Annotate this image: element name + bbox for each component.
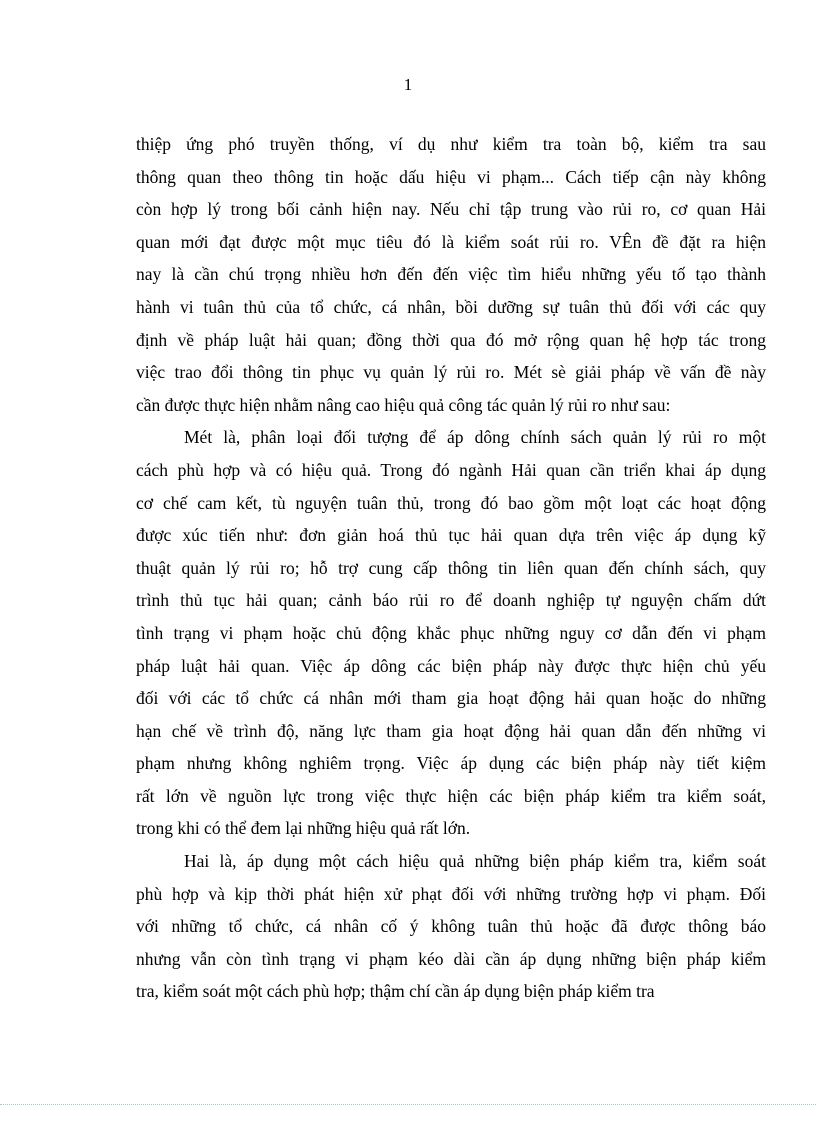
text-line: cần được thực hiện nhằm nâng cao hiệu quả công tác quản lý rủi ro như sau: [136, 394, 671, 415]
document-body [136, 128, 766, 1008]
text-line: định về pháp luật hải quan; đồng thời qua đó mở rộng quan hệ hợp tác trong [136, 329, 766, 350]
paragraph-2 [136, 421, 766, 845]
text-line: việc trao đổi thông tin phục vụ quản lý rủi ro. Mét sè giải pháp về vấn đề này [136, 362, 766, 383]
text-line: phù hợp và kịp thời phát hiện xử phạt đối với những trường hợp vi phạm. Đối [136, 883, 766, 904]
text-line: nay là cần chú trọng nhiều hơn đến đến việc tìm hiểu những yếu tố tạo thành [136, 264, 766, 285]
text-line: đối với các tổ chức cá nhân mới tham gia hoạt động hải quan hoặc do những [136, 688, 766, 709]
text-line: còn hợp lý trong bối cảnh hiện nay. Nếu chỉ tập trung vào rủi ro, cơ quan Hải [136, 199, 766, 220]
page-number: 1 [403, 75, 413, 94]
text-line: hạn chế về trình độ, năng lực tham gia hoạt động hải quan dẫn đến những vi [136, 720, 766, 741]
text-line: được xúc tiến như: đơn giản hoá thủ tục hải quan dựa trên việc áp dụng kỹ [136, 525, 766, 546]
paragraph-1 [136, 128, 766, 421]
text-line: hành vi tuân thủ của tổ chức, cá nhân, bồi dưỡng sự tuân thủ đối với các quy [136, 296, 766, 317]
text-line: tình trạng vi phạm hoặc chủ động khắc phục những nguy cơ dẫn đến vi phạm [136, 622, 766, 643]
text-line: trình thủ tục hải quan; cảnh báo rủi ro để doanh nghiệp tự nguyện chấm dứt [136, 590, 766, 611]
text-line: cơ chế cam kết, tù nguyện tuân thủ, trong đó bao gồm một loạt các hoạt động [136, 492, 766, 513]
text-line: quan mới đạt được một mục tiêu đó là kiểm soát rủi ro. VÊn đề đặt ra hiện [136, 231, 766, 252]
text-line: Mét là, phân loại đối tượng để áp dông chính sách quản lý rủi ro một [184, 427, 766, 448]
text-line: thông quan theo thông tin hoặc dấu hiệu vi phạm... Cách tiếp cận này không [136, 166, 766, 187]
text-line: thuật quản lý rủi ro; hỗ trợ cung cấp thông tin liên quan đến chính sách, quy [136, 557, 766, 578]
text-line: pháp luật hải quan. Việc áp dông các biện pháp này được thực hiện chủ yếu [136, 655, 766, 676]
text-line: thiệp ứng phó truyền thống, ví dụ như kiểm tra toàn bộ, kiểm tra sau [136, 134, 766, 154]
text-line: trong khi có thể đem lại những hiệu quả rất lớn. [136, 818, 471, 839]
footer-divider [0, 1104, 816, 1105]
text-line: tra, kiểm soát một cách phù hợp; thậm chí cần áp dụng biện pháp kiểm tra [136, 981, 655, 1002]
text-line: cách phù hợp và có hiệu quả. Trong đó ngành Hải quan cần triển khai áp dụng [136, 459, 766, 480]
text-line: phạm nhưng không nghiêm trọng. Việc áp dụng các biện pháp này tiết kiệm [136, 753, 766, 774]
paragraph-3 [136, 845, 766, 1008]
text-line: Hai là, áp dụng một cách hiệu quả những biện pháp kiểm tra, kiểm soát [184, 851, 766, 872]
text-line: với những tổ chức, cá nhân cố ý không tuân thủ hoặc đã được thông báo [136, 916, 766, 937]
text-line: nhưng vẫn còn tình trạng vi phạm kéo dài cần áp dụng những biện pháp kiểm [136, 948, 766, 969]
text-line: rất lớn về nguồn lực trong việc thực hiện các biện pháp kiểm tra kiểm soát, [136, 785, 766, 806]
